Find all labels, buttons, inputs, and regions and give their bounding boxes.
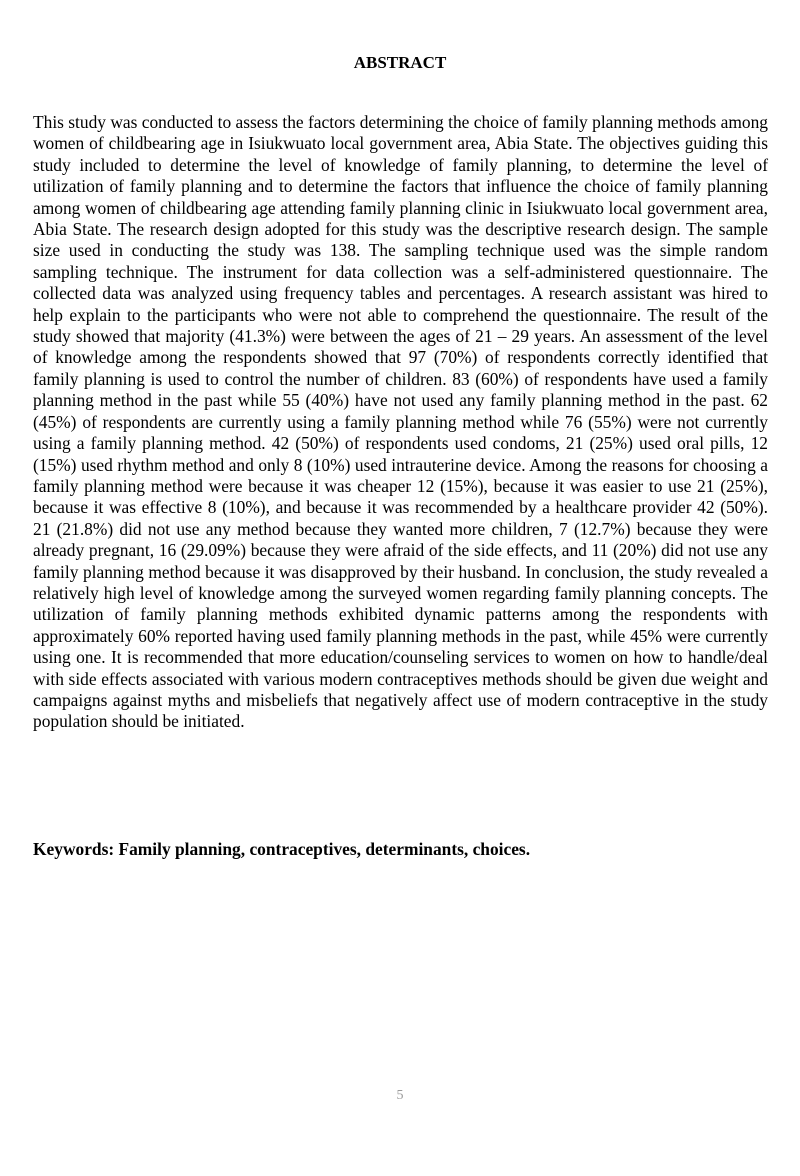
abstract-paragraph: This study was conducted to assess the factors determining the choice of family planning methods among women of childbearing age in Isiukwuato local government area, Abia State. The objectives guiding this study included to determine the level of knowledge of family planning, to determine the level of utilization of family planning and to determine the factors that influence the choice of family planning among women of childbearing age attending family planning clinic in Isiukwuato local government area, Abia State. The research design adopted for this study was the descriptive research design. The sample size used in conducting the study was 138. The sampling technique used was the simple random sampling technique. The instrument for data collection was a self-administered questionnaire. The collected data was analyzed using frequency tables and percentages. A research assistant was hired to help explain to the participants who were not able to comprehend the questionnaire. The result of the study showed that majority (41.3%) were between the ages of 21 – 29 years. An assessment of the level of knowledge among the respondents showed that 97 (70%) of respondents correctly identified that family planning is used to control the number of children. 83 (60%) of respondents have used a family planning method in the past while 55 (40%) have not used any family planning method in the past. 62 (45%) of respondents are currently using a family planning method while 76 (55%) were not currently using a family planning method. 42 (50%) of respondents used condoms, 21 (25%) used oral pills, 12 (15%) used rhythm method and only 8 (10%) used intrauterine device. Among the reasons for choosing a family planning method were because it was cheaper 12 (15%), because it was easier to use 21 (25%), because it was effective 8 (10%), and because it was recommended by a healthcare provider 42 (50%). 21 (21.8%) did not use any method because they wanted more children, 7 (12.7%) because they were already pregnant, 16 (29.09%) because they were afraid of the side effects, and 11 (20%) did not use any family planning method because it was disapproved by their husband. In conclusion, the study revealed a relatively high level of knowledge among the surveyed women regarding family planning concepts. The utilization of family planning methods exhibited dynamic patterns among the respondents with approximately 60% reported having used family planning methods in the past, while 45% were currently using one. It is recommended that more education/counseling services to women on how to handle/deal with side effects associated with various modern contraceptives methods should be given due weight and campaigns against myths and misbeliefs that negatively affect use of modern contraceptive in the study population should be initiated. (33, 112, 768, 732)
page-number: 5 (396, 1088, 404, 1103)
keywords-line: Keywords: Family planning, contraceptives, determinants, choices. (33, 839, 531, 859)
abstract-heading: ABSTRACT (353, 53, 447, 72)
